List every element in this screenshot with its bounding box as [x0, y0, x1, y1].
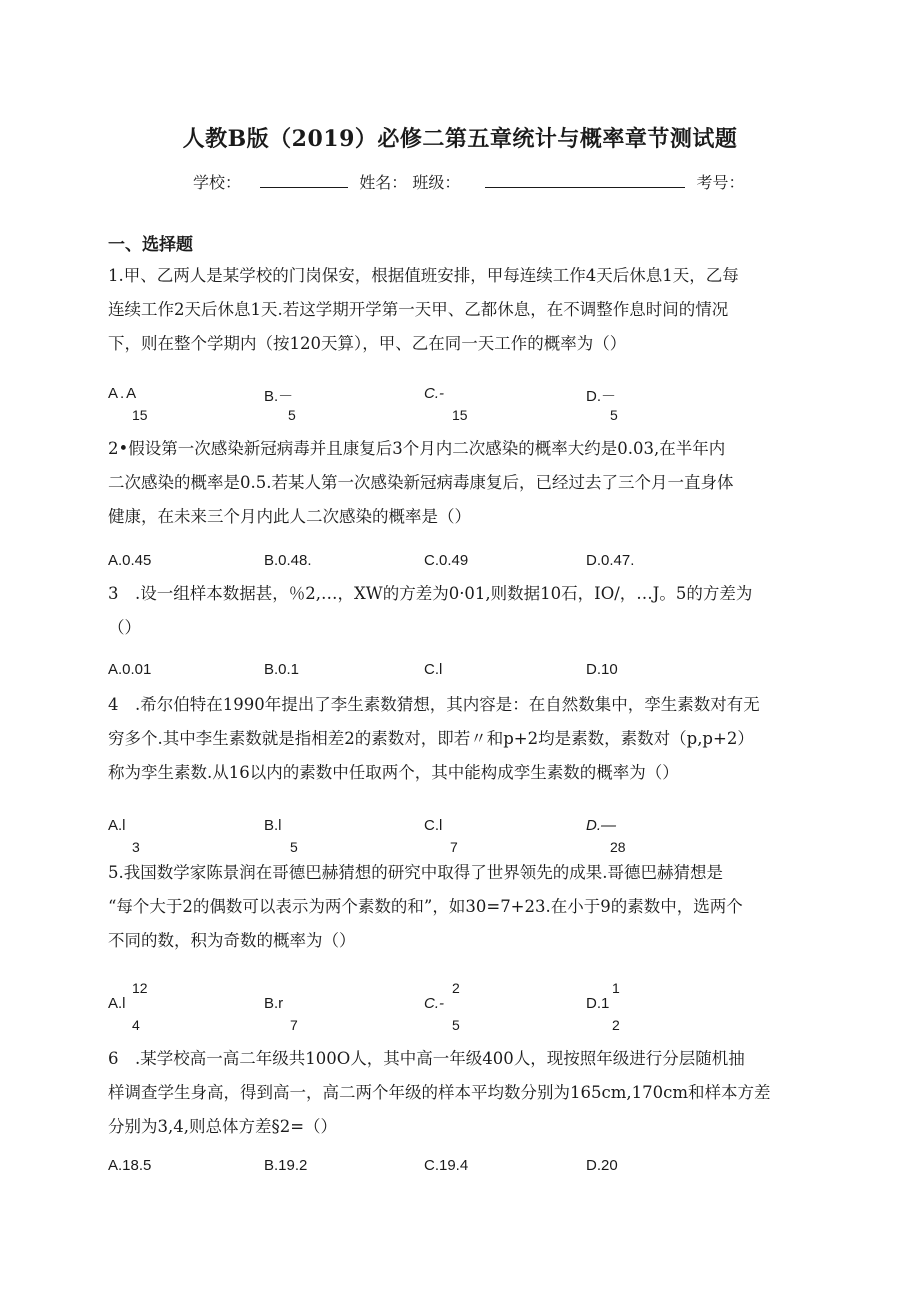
option-b[interactable]: B.r 7 — [264, 995, 298, 1033]
class-blank — [485, 173, 685, 188]
question-line: 连续工作2天后休息1天.若这学期开学第一天甲、乙都休息，在不调整作息时间的情况 — [108, 300, 729, 319]
question-line: （） — [108, 618, 141, 637]
option-b[interactable]: B.0.1 — [264, 661, 300, 678]
question-line: 3 .设一组样本数据甚，％2,…，XW的方差为0·01,则数据10石，IO/，…J。5的方差为 — [108, 584, 753, 603]
question-line: 健康，在未来三个月内此人二次感染的概率是（） — [108, 507, 471, 526]
question-line: 二次感染的概率是0.5.若某人第一次感染新冠病毒康复后，已经过去了三个月一直身体 — [108, 473, 734, 492]
question-4 — [108, 688, 810, 790]
option-d[interactable]: D.－ 5 — [586, 388, 618, 423]
option-c[interactable]: C.l 7 — [424, 817, 458, 855]
option-d[interactable]: D.20 — [586, 1157, 618, 1174]
question-line: 称为孪生素数.从16以内的素数中任取两个，其中能构成孪生素数的概率为（） — [108, 763, 679, 782]
question-line: 下，则在整个学期内（按120天算），甲、乙在同一天工作的概率为（） — [108, 334, 627, 353]
option-b[interactable]: B.－ 5 — [264, 388, 296, 423]
section-title: 一、选择题 — [108, 235, 193, 255]
question-line: 1.甲、乙两人是某学校的门岗保安，根据值班安排，甲每连续工作4天后休息1天，乙每 — [108, 266, 739, 285]
option-a[interactable]: A.l 3 — [108, 817, 140, 855]
option-a[interactable]: A.0.45 — [108, 552, 152, 569]
question-3 — [108, 577, 810, 645]
question-line: 6 .某学校高一高二年级共100O人，其中高一年级400人，现按照年级进行分层随机抽 — [108, 1049, 745, 1068]
option-d[interactable]: D.0.47. — [586, 552, 635, 569]
option-c[interactable]: C.0.49 — [424, 552, 469, 569]
option-c[interactable]: C.l — [424, 661, 443, 678]
question-2 — [108, 432, 810, 534]
option-a[interactable]: 12 A.l 4 — [108, 980, 148, 1033]
question-6 — [108, 1042, 810, 1144]
option-a[interactable]: A.18.5 — [108, 1157, 152, 1174]
option-a[interactable]: A.A 15 — [108, 385, 148, 423]
number-label: 考号： — [696, 173, 745, 192]
option-c[interactable]: 2 C.- 5 — [424, 980, 460, 1033]
option-b[interactable]: B.19.2 — [264, 1157, 308, 1174]
class-label: 班级： — [412, 173, 461, 192]
page-title: 人教B版（2019）必修二第五章统计与概率章节测试题 — [182, 126, 738, 152]
question-line: “每个大于2的偶数可以表示为两个素数的和”，如30=7+23.在小于9的素数中，选两个 — [108, 897, 743, 916]
question-5 — [108, 856, 810, 958]
question-line: 样调查学生身高，得到高一，高二两个年级的样本平均数分别为165cm,170cm和样本方差 — [108, 1083, 771, 1102]
option-d[interactable]: D.10 — [586, 661, 618, 678]
question-line: 分别为3,4,则总体方差§2=（） — [108, 1117, 338, 1136]
option-b[interactable]: B.0.48. — [264, 552, 312, 569]
option-d[interactable]: D.— 28 — [586, 817, 626, 855]
option-d[interactable]: 1 D.1 2 — [586, 980, 620, 1033]
school-label: 学校： — [193, 173, 242, 192]
question-line: 2•假设第一次感染新冠病毒并且康复后3个月内二次感染的概率大约是0.03,在半年内 — [108, 439, 726, 458]
question-1 — [108, 259, 810, 361]
question-line: 不同的数，积为奇数的概率为（） — [108, 931, 356, 950]
option-c[interactable]: C.19.4 — [424, 1157, 469, 1174]
option-b[interactable]: B.l 5 — [264, 817, 298, 855]
question-line: 5.我国数学家陈景润在哥德巴赫猜想的研究中取得了世界领先的成果.哥德巴赫猜想是 — [108, 863, 723, 882]
school-blank — [260, 173, 348, 188]
question-line: 穷多个.其中李生素数就是指相差2的素数对，即若〃和p+2均是素数，素数对（p,p+2） — [108, 729, 754, 748]
option-a[interactable]: A.0.01 — [108, 661, 152, 678]
student-info-line — [193, 170, 745, 193]
name-label: 姓名： — [359, 173, 408, 192]
option-c[interactable]: C.- 15 — [424, 385, 468, 423]
question-line: 4 .希尔伯特在1990年提出了李生素数猜想，其内容是：在自然数集中，孪生素数对有无 — [108, 695, 760, 714]
